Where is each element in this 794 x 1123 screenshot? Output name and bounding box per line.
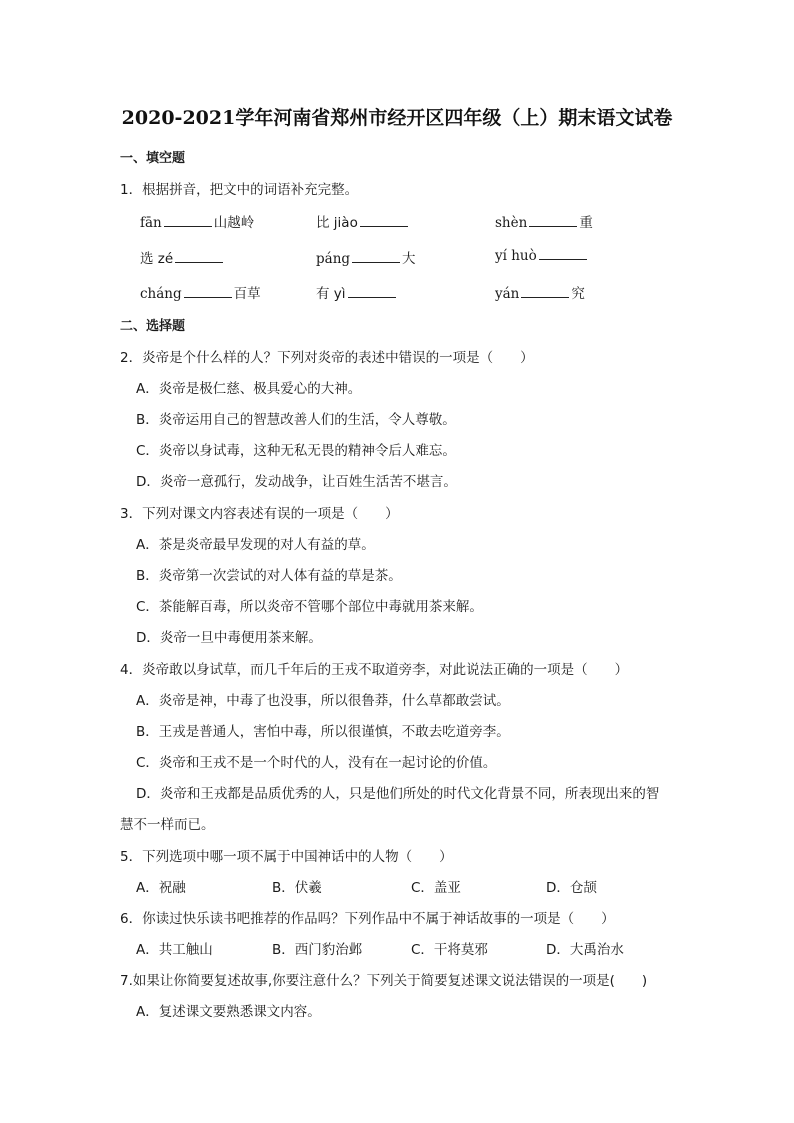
q7-stem: 7.如果让你简要复述故事,你要注意什么？下列关于简要复述课文说法错误的一项是( )	[120, 973, 648, 989]
q4-option-b[interactable]: B．王戎是普通人，害怕中毒，所以很谨慎，不敢去吃道旁李。	[136, 724, 510, 740]
page-title: 2020-2021学年河南省郑州市经开区四年级（上）期末语文试卷	[121, 107, 673, 129]
q4-option-d[interactable]: D．炎帝和王戎都是品质优秀的人，只是他们所处的时代文化背景不同，所表现出来的智	[136, 786, 660, 802]
section-fill-heading: 一、填空题	[120, 151, 186, 166]
q7-option-a[interactable]: A．复述课文要熟悉课文内容。	[136, 1004, 321, 1020]
answer-blank[interactable]	[529, 214, 577, 227]
pinyin-item	[495, 282, 585, 302]
pinyin-prefix: páng	[316, 251, 351, 267]
pinyin-item	[316, 211, 410, 231]
pinyin-suffix: 山越岭	[213, 215, 255, 231]
q2-option-a[interactable]: A．炎帝是极仁慈、极具爱心的大神。	[136, 381, 362, 397]
q3-option-a[interactable]: A．茶是炎帝最早发现的对人有益的草。	[136, 537, 375, 553]
q5-option-b[interactable]: B．伏羲	[272, 880, 322, 896]
q4-option-c[interactable]: C．炎帝和王戎不是一个时代的人，没有在一起讨论的价值。	[136, 755, 497, 771]
q5-stem: 5．下列选项中哪一项不属于中国神话中的人物（ ）	[120, 849, 453, 865]
q5-option-d[interactable]: D．仓颉	[546, 880, 597, 896]
q6-option-b[interactable]: B．西门豹治邺	[272, 942, 363, 958]
q6-option-c[interactable]: C．干将莫邪	[411, 942, 488, 958]
section-choice-heading: 二、选择题	[120, 319, 186, 334]
q4-option-a[interactable]: A．炎帝是神，中毒了也没事，所以很鲁莽，什么草都敢尝试。	[136, 693, 510, 709]
pinyin-item	[140, 247, 225, 267]
answer-blank[interactable]	[360, 214, 408, 227]
pinyin-item	[316, 282, 398, 302]
pinyin-suffix: 重	[579, 215, 593, 231]
answer-blank[interactable]	[352, 250, 400, 263]
pinyin-item	[140, 282, 261, 302]
pinyin-prefix: cháng	[140, 286, 182, 302]
pinyin-prefix: 选 zé	[140, 251, 174, 267]
pinyin-prefix: yán	[495, 286, 520, 302]
q3-option-c[interactable]: C．茶能解百毒，所以炎帝不管哪个部位中毒就用茶来解。	[136, 599, 483, 615]
q1-stem: 1．根据拼音，把文中的词语补充完整。	[120, 182, 359, 198]
pinyin-prefix: fān	[140, 215, 162, 231]
q4-stem: 4．炎帝敢以身试草，而几千年后的王戎不取道旁李，对此说法正确的一项是（ ）	[120, 662, 629, 678]
pinyin-prefix: 比 jiào	[316, 215, 358, 231]
pinyin-item	[495, 211, 593, 231]
q4-option-d-continuation: 慧不一样而已。	[120, 817, 215, 833]
pinyin-suffix: 大	[402, 251, 416, 267]
q3-option-d[interactable]: D．炎帝一旦中毒便用茶来解。	[136, 630, 322, 646]
pinyin-suffix: 究	[571, 286, 585, 302]
pinyin-item	[140, 211, 254, 231]
q2-option-b[interactable]: B．炎帝运用自己的智慧改善人们的生活，令人尊敬。	[136, 412, 456, 428]
q2-stem: 2．炎帝是个什么样的人？下列对炎帝的表述中错误的一项是（ ）	[120, 350, 534, 366]
q5-option-c[interactable]: C．盖亚	[411, 880, 461, 896]
q2-option-c[interactable]: C．炎帝以身试毒，这种无私无畏的精神令后人难忘。	[136, 443, 456, 459]
answer-blank[interactable]	[348, 285, 396, 298]
answer-blank[interactable]	[175, 250, 223, 263]
pinyin-item	[316, 247, 416, 267]
answer-blank[interactable]	[164, 214, 212, 227]
q6-option-a[interactable]: A．共工触山	[136, 942, 213, 958]
pinyin-suffix: 百草	[233, 286, 261, 302]
q2-option-d[interactable]: D．炎帝一意孤行，发动战争，让百姓生活苦不堪言。	[136, 474, 457, 490]
pinyin-item	[495, 247, 589, 264]
answer-blank[interactable]	[521, 285, 569, 298]
answer-blank[interactable]	[539, 247, 587, 260]
pinyin-prefix: shèn	[495, 215, 528, 231]
q3-option-b[interactable]: B．炎帝第一次尝试的对人体有益的草是茶。	[136, 568, 402, 584]
pinyin-prefix: 有 yì	[316, 286, 346, 302]
q6-stem: 6．你读过快乐读书吧推荐的作品吗？下列作品中不属于神话故事的一项是（ ）	[120, 911, 615, 927]
answer-blank[interactable]	[184, 285, 232, 298]
q3-stem: 3．下列对课文内容表述有误的一项是（ ）	[120, 506, 399, 522]
q5-option-a[interactable]: A．祝融	[136, 880, 186, 896]
q6-option-d[interactable]: D．大禹治水	[546, 942, 624, 958]
pinyin-prefix: yí huò	[495, 248, 537, 264]
